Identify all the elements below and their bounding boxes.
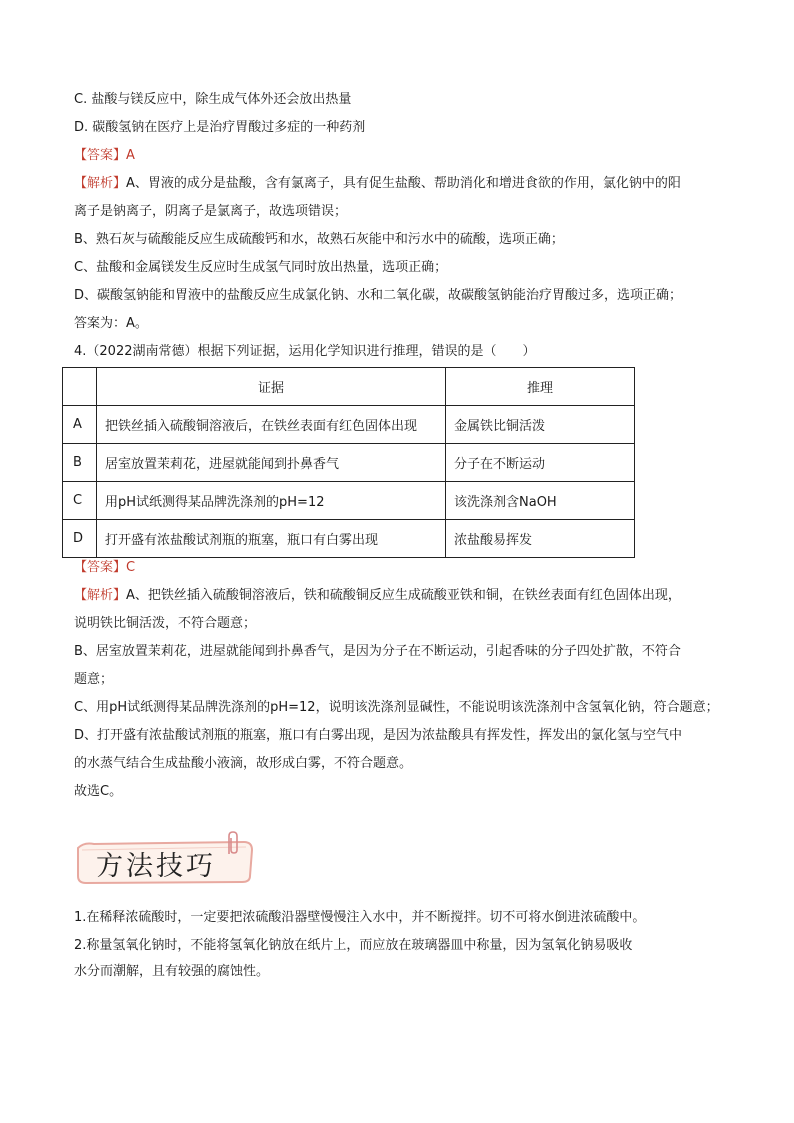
- q3-analysis-line: C、盐酸和金属镁发生反应时生成氢气同时放出热量，选项正确；: [74, 260, 448, 275]
- table-cell: 浓盐酸易挥发: [446, 520, 635, 558]
- q4-stem: 4.（2022湖南常德）根据下列证据，运用化学知识进行推理，错误的是（ ）: [74, 344, 536, 359]
- table-cell: B: [63, 444, 97, 482]
- answer-tag: 【答案】: [74, 148, 127, 163]
- table-cell: 用pH试纸测得某品牌洗涤剂的pH=12: [97, 482, 446, 520]
- q4-analysis-line: B、居室放置茉莉花，进屋就能闻到扑鼻香气，是因为分子在不断运动，引起香味的分子四处扩散，不符合: [74, 644, 681, 659]
- table-header-cell: [63, 368, 97, 406]
- option-c: C. 盐酸与镁反应中，除生成气体外还会放出热量: [74, 92, 352, 107]
- q3-analysis-line: 答案为：A。: [74, 316, 148, 331]
- q4-analysis-line: 说明铁比铜活泼，不符合题意；: [74, 616, 257, 631]
- table-cell: C: [63, 482, 97, 520]
- analysis-tag: 【解析】: [74, 588, 127, 603]
- table-header-cell: 推理: [446, 368, 635, 406]
- q4-analysis-line: D、打开盛有浓盐酸试剂瓶的瓶塞，瓶口有白雾出现，是因为浓盐酸具有挥发性，挥发出的氯化氢与空气中: [74, 728, 683, 743]
- answer-tag: 【答案】: [74, 560, 127, 575]
- q4-analysis-line: 题意；: [74, 672, 114, 687]
- table-cell: 把铁丝插入硫酸铜溶液后，在铁丝表面有红色固体出现: [97, 406, 446, 444]
- analysis-tag: 【解析】: [74, 176, 127, 191]
- evidence-table: [62, 367, 635, 558]
- answer-value: A: [126, 148, 135, 163]
- q3-analysis-line: 离子是钠离子，阴离子是氯离子，故选项错误；: [74, 204, 348, 219]
- table-row: [63, 406, 635, 444]
- table-row: [63, 444, 635, 482]
- q3-analysis-line: 【解析】A、胃液的成分是盐酸，含有氯离子，具有促生盐酸、帮助消化和增进食欲的作用，氯化钠中的阳: [74, 176, 681, 191]
- tip-line: 水分而潮解，且有较强的腐蚀性。: [74, 964, 270, 979]
- option-d: D. 碳酸氢钠在医疗上是治疗胃酸过多症的一种药剂: [74, 120, 366, 135]
- table-cell: 该洗涤剂含NaOH: [446, 482, 635, 520]
- table-cell: 分子在不断运动: [446, 444, 635, 482]
- q4-analysis-line: C、用pH试纸测得某品牌洗涤剂的pH=12，说明该洗涤剂显碱性，不能说明该洗涤剂中含氢氧化钠，符合题意；: [74, 700, 719, 715]
- q3-analysis-line: D、碳酸氢钠能和胃液中的盐酸反应生成氯化钠、水和二氧化碳，故碳酸氢钠能治疗胃酸过多，选项正确；: [74, 288, 683, 303]
- q4-analysis-line: 的水蒸气结合生成盐酸小液滴，故形成白雾，不符合题意。: [74, 756, 413, 771]
- q4-analysis-line: 故选C。: [74, 784, 123, 799]
- table-row: [63, 520, 635, 558]
- table-header-cell: 证据: [97, 368, 446, 406]
- q3-analysis-line: B、熟石灰与硫酸能反应生成硫酸钙和水，故熟石灰能中和污水中的硫酸，选项正确；: [74, 232, 564, 247]
- table-cell: D: [63, 520, 97, 558]
- tip-line: 1.在稀释浓硫酸时，一定要把浓硫酸沿器壁慢慢注入水中，并不断搅拌。切不可将水倒进浓硫酸中。: [74, 910, 646, 925]
- table-header-row: [63, 368, 635, 406]
- table-cell: 打开盛有浓盐酸试剂瓶的瓶塞，瓶口有白雾出现: [97, 520, 446, 558]
- table-cell: 居室放置茉莉花，进屋就能闻到扑鼻香气: [97, 444, 446, 482]
- q4-answer: [74, 558, 135, 578]
- table-cell: 金属铁比铜活泼: [446, 406, 635, 444]
- answer-value: C: [126, 560, 136, 575]
- q4-analysis-line: 【解析】A、把铁丝插入硫酸铜溶液后，铁和硫酸铜反应生成硫酸亚铁和铜，在铁丝表面有红色固体出现，: [74, 588, 681, 603]
- q3-answer: [74, 146, 135, 166]
- tip-line: 2.称量氢氧化钠时，不能将氢氧化钠放在纸片上，而应放在玻璃器皿中称量，因为氢氧化钠易吸收: [74, 938, 633, 953]
- paperclip-icon: [224, 830, 242, 858]
- banner-title: 方法技巧: [96, 851, 216, 882]
- table-row: [63, 482, 635, 520]
- method-tips-banner: [74, 836, 256, 886]
- table-cell: A: [63, 406, 97, 444]
